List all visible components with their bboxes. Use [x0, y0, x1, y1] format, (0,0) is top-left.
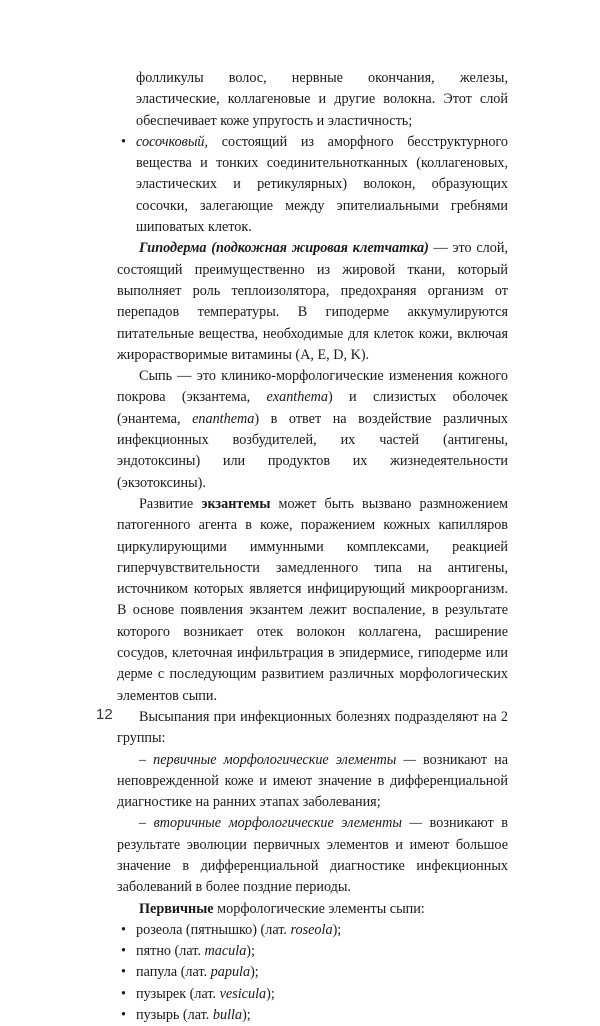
paragraph-development	[117, 494, 508, 707]
groups-text: Высыпания при инфекционных болезнях подразделяют на 2 группы:	[117, 708, 508, 747]
primary-group-text: возникают на неповрежденной коже и имеют значение в дифференциальной диагностике на ранних этапах заболевания;	[117, 751, 508, 811]
list-item	[117, 920, 508, 941]
element-name: пятно (лат.	[136, 943, 205, 960]
secondary-group-text: возникают в результате эволюции первичных элементов и имеют большое значение в дифференциальной диагностике инфекционных заболеваний в более поздние периоды.	[117, 815, 508, 896]
rash-text-1: Сыпь — это клинико-морфологические изменения кожного покрова (экзантема,	[117, 368, 508, 406]
element-name: пузырь (лат.	[136, 1007, 213, 1024]
element-name: розеола (пятнышко) (лат.	[136, 921, 291, 938]
paragraph-continuation	[117, 68, 508, 132]
bullet-dot: •	[121, 921, 126, 938]
list-item	[117, 941, 508, 962]
element-latin-name: papula	[210, 964, 251, 981]
list-item	[117, 1005, 508, 1026]
paragraph-primary-group	[117, 750, 508, 814]
rash-text-2: ) и слизистых оболочек (энантема,	[117, 389, 508, 427]
paragraph-groups	[117, 707, 508, 750]
element-end: );	[250, 964, 259, 981]
papillary-text: состоящий из аморфного бесструктурного вещества и тонких соединительнотканных (коллагеновых, эластических и ретикулярных) волокон, образующих сосочки, залегающие между эпителиальными гребнями шиповатых клеток.	[136, 133, 508, 236]
bullet-dot: •	[121, 133, 126, 150]
hypodermis-text: — это слой, состоящий преимущественно из жировой ткани, который выполняет роль теплоизолятора, предохраняя организм от перепадов температуры. В гиподерме аккумулируются питательные вещества, необходимые для клеток кожи, включая жирорастворимые витамины (A, E, D, K).	[117, 240, 508, 363]
element-end: );	[332, 921, 342, 938]
paragraph-rash	[117, 366, 508, 494]
latin-enanthema: enanthema	[192, 410, 255, 427]
list-item	[117, 984, 508, 1005]
development-text-2: может быть вызвано размножением патогенного агента в коже, поражением кожных капилляров циркулирующими иммунными комплексами, реакцией гиперчувствительности замедленного типа на антигены, источником которых является инфицирующий микроорганизм. В основе появления экзантем лежит воспаление, в результате которого возникает отек волокон коллагена, расширение сосудов, клеточная инфильтрация в эпидермисе, гиподерме или дерме с последующим развитием различных морфологических элементов сыпи.	[117, 495, 508, 704]
primary-heading-text: морфологические элементы сыпи:	[213, 900, 425, 917]
element-end: );	[246, 943, 255, 960]
term-hypodermis: Гиподерма (подкожная жировая клетчатка)	[139, 240, 429, 257]
element-name: пузырек (лат.	[136, 985, 220, 1002]
element-end: );	[266, 985, 275, 1002]
continuation-text: фолликулы волос, нервные окончания, железы, эластические, коллагеновые и другие волокна. Этот слой обеспечивает коже упругость и эластичность;	[136, 70, 508, 129]
term-primary: Первичные	[139, 900, 214, 917]
term-exanthema: экзантемы	[201, 495, 271, 512]
bullet-papillary	[117, 132, 508, 238]
primary-elements-list	[117, 920, 508, 1026]
element-latin-name: roseola	[290, 921, 333, 938]
element-end: );	[242, 1007, 251, 1024]
bullet-dot: •	[121, 964, 126, 981]
paragraph-hypodermis	[117, 238, 508, 366]
development-text-1: Развитие	[139, 495, 202, 512]
term-primary-elements: – первичные морфологические элементы —	[139, 751, 416, 768]
element-name: папула (лат.	[136, 964, 211, 981]
latin-exanthema: exanthema	[266, 389, 328, 406]
term-papillary: сосочковый,	[136, 133, 209, 150]
element-latin-name: vesicula	[219, 985, 267, 1002]
bullet-dot: •	[121, 985, 126, 1002]
bullet-dot: •	[121, 943, 126, 960]
term-secondary-elements: – вторичные морфологические элементы —	[139, 815, 423, 832]
element-latin-name: macula	[204, 943, 247, 960]
page-number: 12	[96, 706, 113, 723]
element-latin-name: bulla	[212, 1007, 243, 1024]
body-text	[117, 68, 508, 1026]
bullet-dot: •	[121, 1007, 126, 1024]
paragraph-primary-list-heading	[117, 899, 508, 920]
rash-text-3: ) в ответ на воздействие различных инфекционных возбудителей, их частей (антигены, эндотоксины) или продуктов их жизнедеятельности (экзотоксины).	[117, 410, 508, 491]
list-item	[117, 962, 508, 983]
paragraph-secondary-group	[117, 813, 508, 898]
